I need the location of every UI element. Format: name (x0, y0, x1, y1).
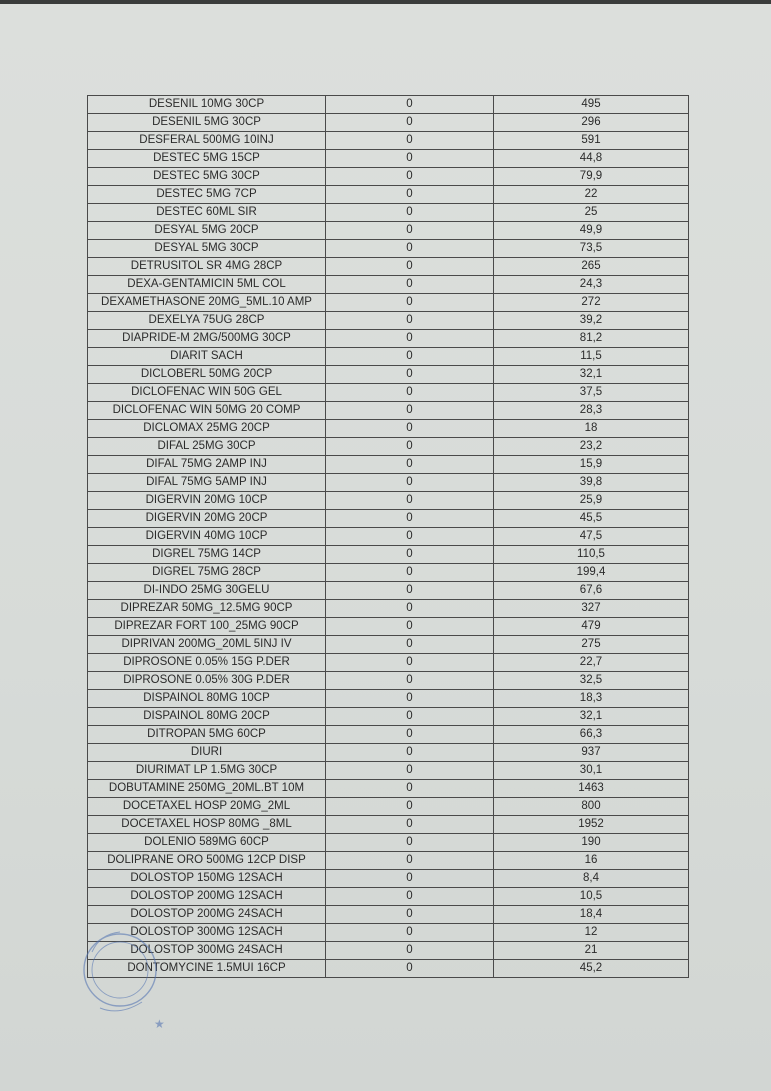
product-name-cell: DIPROSONE 0.05% 15G P.DER (88, 654, 326, 672)
price-cell: 49,9 (494, 222, 689, 240)
product-name-cell: DESYAL 5MG 20CP (88, 222, 326, 240)
quantity-cell: 0 (326, 150, 494, 168)
quantity-cell: 0 (326, 528, 494, 546)
price-cell: 79,9 (494, 168, 689, 186)
table-row (88, 582, 689, 600)
table-row (88, 186, 689, 204)
table-row (88, 888, 689, 906)
quantity-cell: 0 (326, 546, 494, 564)
product-name-cell: DIGERVIN 20MG 10CP (88, 492, 326, 510)
product-name-cell: DIFAL 25MG 30CP (88, 438, 326, 456)
product-name-cell: DIFAL 75MG 5AMP INJ (88, 474, 326, 492)
quantity-cell: 0 (326, 582, 494, 600)
table-row (88, 132, 689, 150)
price-cell: 275 (494, 636, 689, 654)
price-cell: 272 (494, 294, 689, 312)
price-cell: 10,5 (494, 888, 689, 906)
ink-stamp-icon (80, 912, 170, 1032)
quantity-cell: 0 (326, 600, 494, 618)
product-name-cell: DICLOFENAC WIN 50G GEL (88, 384, 326, 402)
product-name-cell: DESFERAL 500MG 10INJ (88, 132, 326, 150)
price-cell: 18 (494, 420, 689, 438)
product-name-cell: DESYAL 5MG 30CP (88, 240, 326, 258)
quantity-cell: 0 (326, 816, 494, 834)
medication-price-table (87, 95, 689, 978)
quantity-cell: 0 (326, 888, 494, 906)
price-cell: 32,5 (494, 672, 689, 690)
quantity-cell: 0 (326, 726, 494, 744)
price-cell: 67,6 (494, 582, 689, 600)
price-cell: 265 (494, 258, 689, 276)
price-cell: 11,5 (494, 348, 689, 366)
quantity-cell: 0 (326, 114, 494, 132)
quantity-cell: 0 (326, 510, 494, 528)
quantity-cell: 0 (326, 744, 494, 762)
quantity-cell: 0 (326, 618, 494, 636)
price-cell: 44,8 (494, 150, 689, 168)
price-cell: 937 (494, 744, 689, 762)
price-cell: 24,3 (494, 276, 689, 294)
quantity-cell: 0 (326, 132, 494, 150)
table-row (88, 708, 689, 726)
table-row (88, 780, 689, 798)
price-cell: 28,3 (494, 402, 689, 420)
product-name-cell: DOBUTAMINE 250MG_20ML.BT 10M (88, 780, 326, 798)
quantity-cell: 0 (326, 942, 494, 960)
table-row (88, 258, 689, 276)
quantity-cell: 0 (326, 384, 494, 402)
product-name-cell: DOLOSTOP 300MG 12SACH (88, 924, 326, 942)
product-name-cell: DIAPRIDE-M 2MG/500MG 30CP (88, 330, 326, 348)
table-row (88, 222, 689, 240)
table-row (88, 924, 689, 942)
table-row (88, 420, 689, 438)
price-cell: 1463 (494, 780, 689, 798)
price-cell: 16 (494, 852, 689, 870)
quantity-cell: 0 (326, 240, 494, 258)
product-name-cell: DESTEC 5MG 7CP (88, 186, 326, 204)
product-name-cell: DOCETAXEL HOSP 80MG _8ML (88, 816, 326, 834)
price-cell: 66,3 (494, 726, 689, 744)
product-name-cell: DOLOSTOP 200MG 24SACH (88, 906, 326, 924)
quantity-cell: 0 (326, 834, 494, 852)
table-row (88, 942, 689, 960)
table-row (88, 366, 689, 384)
product-name-cell: DEXAMETHASONE 20MG_5ML.10 AMP (88, 294, 326, 312)
quantity-cell: 0 (326, 456, 494, 474)
quantity-cell: 0 (326, 672, 494, 690)
table-row (88, 960, 689, 978)
price-cell: 73,5 (494, 240, 689, 258)
price-cell: 15,9 (494, 456, 689, 474)
product-name-cell: DIGREL 75MG 14CP (88, 546, 326, 564)
quantity-cell: 0 (326, 564, 494, 582)
price-cell: 8,4 (494, 870, 689, 888)
product-name-cell: DIPRIVAN 200MG_20ML 5INJ IV (88, 636, 326, 654)
product-name-cell: DISPAINOL 80MG 20CP (88, 708, 326, 726)
product-name-cell: DOLENIO 589MG 60CP (88, 834, 326, 852)
table-row (88, 438, 689, 456)
price-cell: 37,5 (494, 384, 689, 402)
quantity-cell: 0 (326, 780, 494, 798)
quantity-cell: 0 (326, 276, 494, 294)
product-name-cell: DICLOFENAC WIN 50MG 20 COMP (88, 402, 326, 420)
product-name-cell: DOLOSTOP 200MG 12SACH (88, 888, 326, 906)
table-row (88, 492, 689, 510)
price-cell: 22 (494, 186, 689, 204)
price-cell: 110,5 (494, 546, 689, 564)
product-name-cell: DIGERVIN 40MG 10CP (88, 528, 326, 546)
table-row (88, 330, 689, 348)
price-cell: 327 (494, 600, 689, 618)
quantity-cell: 0 (326, 96, 494, 114)
product-name-cell: DOLIPRANE ORO 500MG 12CP DISP (88, 852, 326, 870)
quantity-cell: 0 (326, 348, 494, 366)
table-row (88, 510, 689, 528)
product-name-cell: DESENIL 5MG 30CP (88, 114, 326, 132)
price-cell: 1952 (494, 816, 689, 834)
product-name-cell: DIURI (88, 744, 326, 762)
quantity-cell: 0 (326, 870, 494, 888)
product-name-cell: DOLOSTOP 150MG 12SACH (88, 870, 326, 888)
product-name-cell: DIPROSONE 0.05% 30G P.DER (88, 672, 326, 690)
product-name-cell: DIFAL 75MG 2AMP INJ (88, 456, 326, 474)
quantity-cell: 0 (326, 312, 494, 330)
product-name-cell: DITROPAN 5MG 60CP (88, 726, 326, 744)
quantity-cell: 0 (326, 438, 494, 456)
price-cell: 18,4 (494, 906, 689, 924)
product-name-cell: DONTOMYCINE 1.5MUI 16CP (88, 960, 326, 978)
price-cell: 800 (494, 798, 689, 816)
quantity-cell: 0 (326, 906, 494, 924)
svg-text:★: ★ (154, 1017, 165, 1031)
quantity-cell: 0 (326, 924, 494, 942)
quantity-cell: 0 (326, 852, 494, 870)
table-row (88, 294, 689, 312)
price-cell: 81,2 (494, 330, 689, 348)
price-cell: 30,1 (494, 762, 689, 780)
price-cell: 45,2 (494, 960, 689, 978)
product-name-cell: DEXA-GENTAMICIN 5ML COL (88, 276, 326, 294)
product-name-cell: DIARIT SACH (88, 348, 326, 366)
quantity-cell: 0 (326, 330, 494, 348)
table-row (88, 672, 689, 690)
price-cell: 32,1 (494, 366, 689, 384)
table-row (88, 870, 689, 888)
table-row (88, 852, 689, 870)
product-name-cell: DIGERVIN 20MG 20CP (88, 510, 326, 528)
table-row (88, 456, 689, 474)
table-row (88, 204, 689, 222)
quantity-cell: 0 (326, 186, 494, 204)
price-cell: 12 (494, 924, 689, 942)
price-cell: 190 (494, 834, 689, 852)
product-name-cell: DESTEC 5MG 30CP (88, 168, 326, 186)
quantity-cell: 0 (326, 168, 494, 186)
product-name-cell: DIURIMAT LP 1.5MG 30CP (88, 762, 326, 780)
table-row (88, 96, 689, 114)
price-cell: 18,3 (494, 690, 689, 708)
product-name-cell: DIPREZAR 50MG_12.5MG 90CP (88, 600, 326, 618)
price-cell: 23,2 (494, 438, 689, 456)
table-row (88, 474, 689, 492)
table-row (88, 402, 689, 420)
price-cell: 45,5 (494, 510, 689, 528)
table-row (88, 546, 689, 564)
table-row (88, 834, 689, 852)
quantity-cell: 0 (326, 636, 494, 654)
product-name-cell: DIPREZAR FORT 100_25MG 90CP (88, 618, 326, 636)
product-name-cell: DEXELYA 75UG 28CP (88, 312, 326, 330)
quantity-cell: 0 (326, 708, 494, 726)
price-cell: 495 (494, 96, 689, 114)
table-row (88, 618, 689, 636)
quantity-cell: 0 (326, 258, 494, 276)
table-row (88, 762, 689, 780)
table-row (88, 312, 689, 330)
price-cell: 479 (494, 618, 689, 636)
table-body (88, 96, 689, 978)
price-cell: 39,8 (494, 474, 689, 492)
price-cell: 25,9 (494, 492, 689, 510)
product-name-cell: DIGREL 75MG 28CP (88, 564, 326, 582)
product-name-cell: DESTEC 60ML SIR (88, 204, 326, 222)
quantity-cell: 0 (326, 420, 494, 438)
table-row (88, 348, 689, 366)
price-cell: 199,4 (494, 564, 689, 582)
quantity-cell: 0 (326, 492, 494, 510)
quantity-cell: 0 (326, 474, 494, 492)
price-cell: 591 (494, 132, 689, 150)
table-row (88, 564, 689, 582)
price-cell: 22,7 (494, 654, 689, 672)
table-row (88, 528, 689, 546)
product-name-cell: DICLOMAX 25MG 20CP (88, 420, 326, 438)
product-name-cell: DETRUSITOL SR 4MG 28CP (88, 258, 326, 276)
table-row (88, 114, 689, 132)
table-row (88, 690, 689, 708)
table-row (88, 240, 689, 258)
price-cell: 39,2 (494, 312, 689, 330)
table-row (88, 726, 689, 744)
price-cell: 25 (494, 204, 689, 222)
quantity-cell: 0 (326, 690, 494, 708)
quantity-cell: 0 (326, 654, 494, 672)
table-row (88, 384, 689, 402)
quantity-cell: 0 (326, 222, 494, 240)
table-row (88, 150, 689, 168)
price-cell: 47,5 (494, 528, 689, 546)
product-name-cell: DOLOSTOP 300MG 24SACH (88, 942, 326, 960)
product-name-cell: DESENIL 10MG 30CP (88, 96, 326, 114)
table-row (88, 816, 689, 834)
table-row (88, 636, 689, 654)
quantity-cell: 0 (326, 960, 494, 978)
table-row (88, 654, 689, 672)
product-name-cell: DI-INDO 25MG 30GELU (88, 582, 326, 600)
product-name-cell: DESTEC 5MG 15CP (88, 150, 326, 168)
quantity-cell: 0 (326, 798, 494, 816)
table-row (88, 600, 689, 618)
table-row (88, 906, 689, 924)
product-name-cell: DOCETAXEL HOSP 20MG_2ML (88, 798, 326, 816)
price-cell: 32,1 (494, 708, 689, 726)
price-cell: 296 (494, 114, 689, 132)
quantity-cell: 0 (326, 294, 494, 312)
quantity-cell: 0 (326, 402, 494, 420)
quantity-cell: 0 (326, 204, 494, 222)
quantity-cell: 0 (326, 366, 494, 384)
table-row (88, 276, 689, 294)
table-row (88, 168, 689, 186)
product-name-cell: DISPAINOL 80MG 10CP (88, 690, 326, 708)
price-cell: 21 (494, 942, 689, 960)
table-row (88, 744, 689, 762)
table-row (88, 798, 689, 816)
quantity-cell: 0 (326, 762, 494, 780)
product-name-cell: DICLOBERL 50MG 20CP (88, 366, 326, 384)
